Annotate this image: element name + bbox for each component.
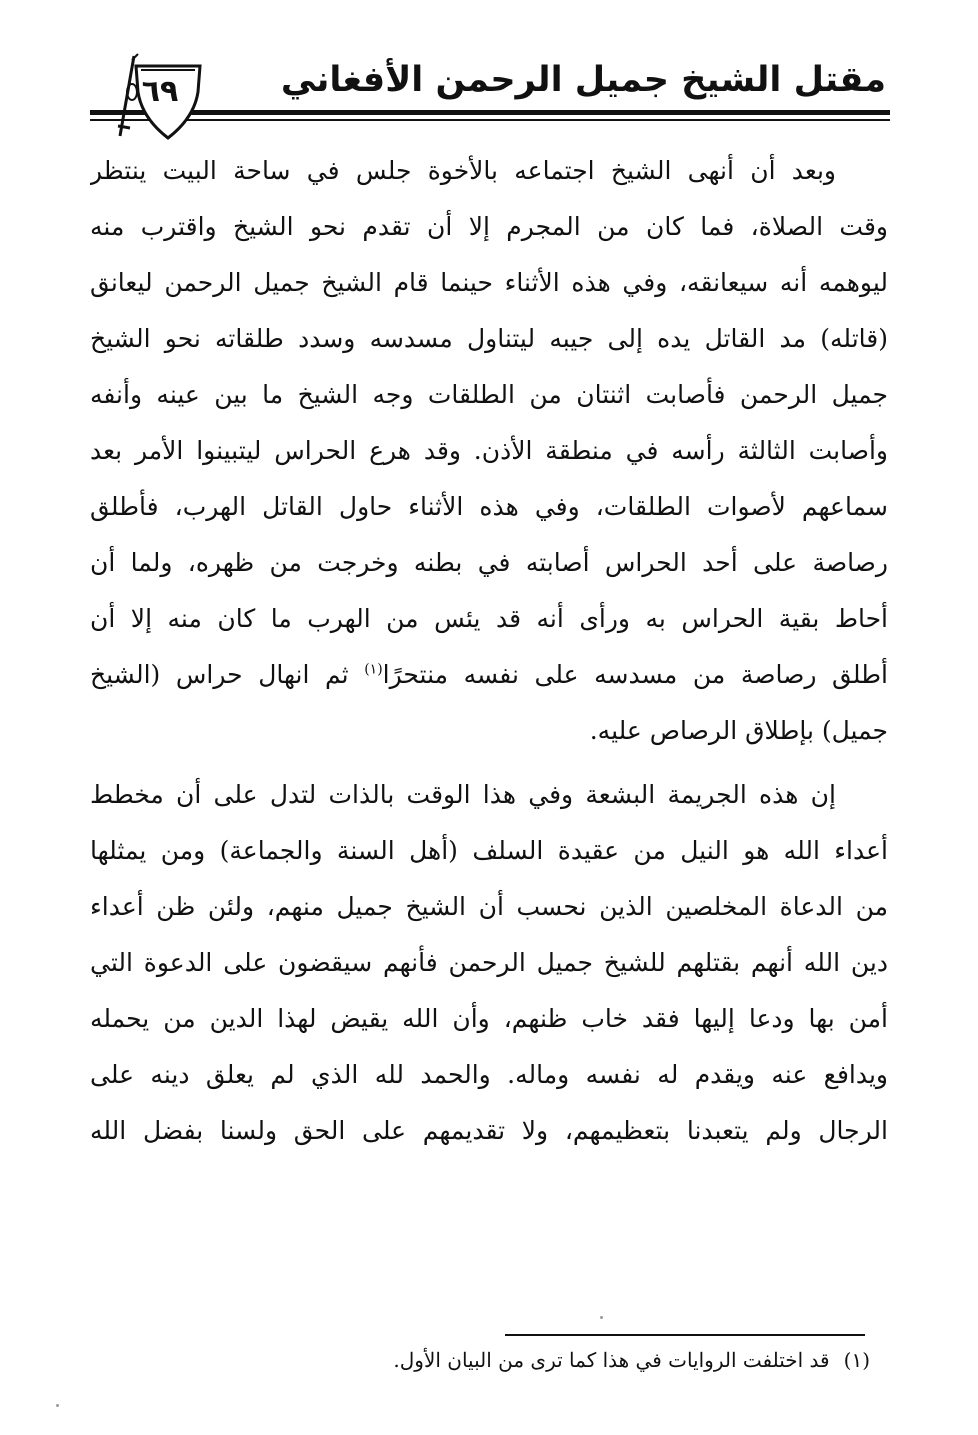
text-line: ويدافع عنه ويقدم له نفسه وماله. والحمد لله الذي لم يعلق دينه على [90,1060,888,1089]
text-line: من الدعاة المخلصين الذين نحسب أن الشيخ جميل منهم، ولئن ظن أعداء [90,892,888,921]
text-line: دين الله أنهم بقتلهم للشيخ جميل الرحمن فأنهم سيقضون على الدعوة التي [90,948,888,977]
running-title: مقتل الشيخ جميل الرحمن الأفغاني [280,60,886,100]
text-line: أمن بها ودعا إليها فقد خاب ظنهم، وأن الله يقيض لهذا الدين من يحمله [90,1004,888,1033]
page-number: ٦٩ [141,74,179,109]
text-line: أحاط بقية الحراس به ورأى أنه قد يئس من الهرب ما كان منه إلا أن [90,604,888,633]
line-segment: ثم انهال حراس (الشيخ [90,660,365,689]
text-line: رصاصة على أحد الحراس أصابته في بطنه وخرجت من ظهره، ولما أن [90,548,888,577]
text-line-with-footnote [90,647,888,703]
footnote-separator [505,1334,865,1336]
text-line: ليوهمه أنه سيعانقه، وفي هذه الأثناء حينما قام الشيخ جميل الرحمن ليعانق [90,268,888,297]
text-line: وقت الصلاة، فما كان من المجرم إلا أن تقدم نحو الشيخ واقترب منه [90,212,888,241]
footnote-text: قد اختلفت الروايات في هذا كما ترى من البيان الأول. [393,1348,830,1372]
text-line: الرجال ولم يتعبدنا بتعظيمهم، ولا تقديمهم على الحق ولسنا بفضل الله [90,1116,888,1145]
text-line: وبعد أن أنهى الشيخ اجتماعه بالأخوة جلس في ساحة البيت ينتظر [90,156,836,185]
footnote-number: (١) [843,1348,870,1372]
text-line: (قاتله) مد القاتل يده إلى جيبه ليتناول مسدسه وسدد طلقاته نحو الشيخ [90,324,888,353]
scan-speck [600,1316,603,1319]
text-line: سماعهم لأصوات الطلقات، وفي هذه الأثناء حاول القاتل الهرب، فأطلق [90,492,888,521]
line-segment: أطلق رصاصة من مسدسه على نفسه منتحرًا [382,660,888,689]
text-line: أعداء الله هو النيل من عقيدة السلف (أهل السنة والجماعة) ومن يمثلها [90,836,888,865]
text-line: جميل) بإطلاق الرصاص عليه. [589,716,888,745]
scan-speck [56,1404,59,1407]
page-header [90,52,890,142]
text-line: وأصابت الثالثة رأسه في منطقة الأذن. وقد هرع الحراس ليتبينوا الأمر بعد [90,436,888,465]
text-line: إن هذه الجريمة البشعة وفي هذا الوقت بالذات لتدل على أن مخطط [90,780,836,809]
text-line: جميل الرحمن فأصابت اثنتان من الطلقات وجه الشيخ ما بين عينه وأنفه [90,380,888,409]
body-text [90,143,888,1159]
footnote-reference: (١) [364,661,383,678]
header-rule-thin [90,119,890,121]
footnote [393,1348,870,1372]
header-rule-thick [90,110,890,115]
